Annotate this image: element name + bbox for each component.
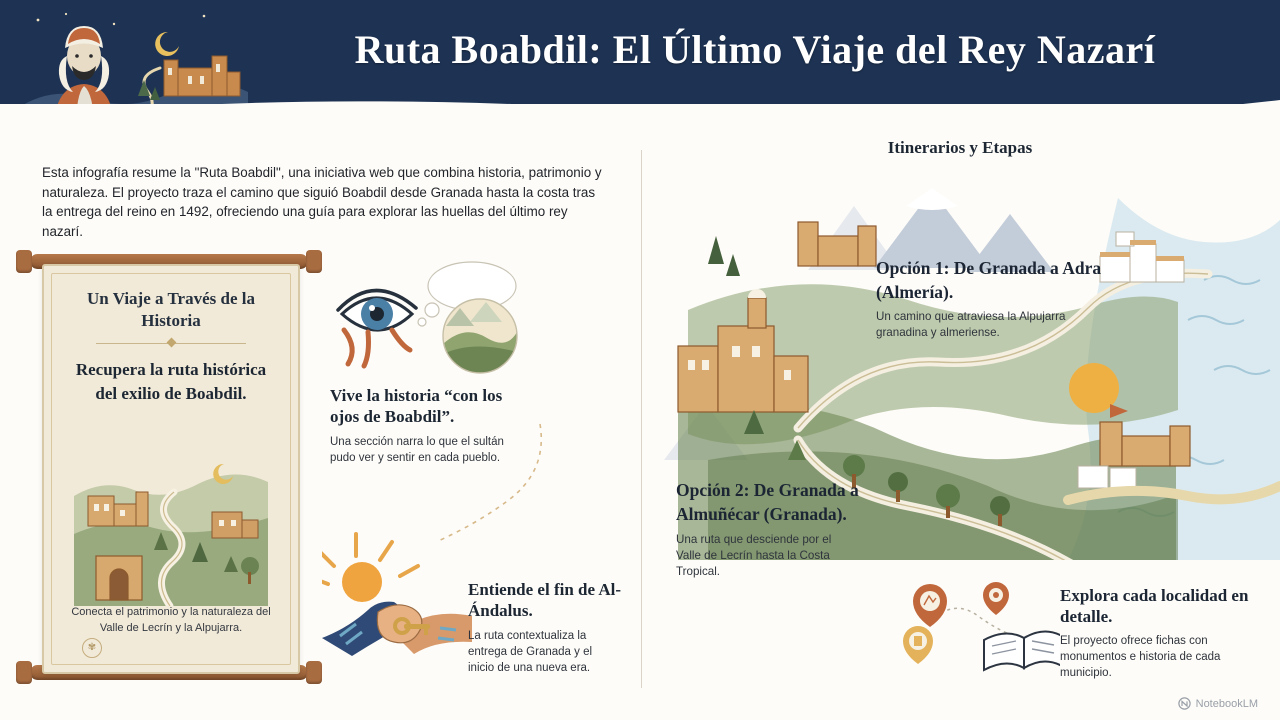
feature-body: La ruta contextualiza la entrega de Granada y el inicio de una nueva era. (468, 630, 593, 674)
scroll-knob-bottom-right (306, 661, 322, 684)
feature-body: Una sección narra lo que el sultán pudo ver y sentir en cada pueblo. (330, 436, 504, 464)
eye-vision-illustration (332, 252, 540, 376)
history-scroll-card (24, 248, 314, 686)
intro-paragraph: Esta infografía resume la "Ruta Boabdil", una iniciativa web que combina historia, patrimonio y naturaleza. El proyecto traza el camino que siguió Boabdil desde Granada hasta la costa tras la entrega del reino en 1492, ofreciendo una guía para explorar las huellas del último rey nazarí. (42, 165, 602, 239)
option-title: Opción 2: De Granada a Almuñécar (Granada). (676, 480, 859, 524)
watermark-label: NotebookLM (1195, 697, 1258, 710)
scroll-heading: Un Viaje a Través de la Historia (87, 289, 255, 330)
map-pins-and-book-illustration (900, 578, 1060, 678)
handshake-keys-illustration (322, 520, 472, 670)
explore-localities-block (1060, 585, 1260, 681)
column-divider (641, 150, 642, 688)
scroll-subheading: Recupera la ruta histórica del exilio de Boabdil. (75, 360, 267, 403)
scroll-knob-top-right (306, 250, 322, 273)
option-title: Opción 1: De Granada a Adra (Almería). (876, 258, 1102, 302)
itineraries-section-title: Itinerarios y Etapas (887, 138, 1033, 157)
explore-title: Explora cada localidad en detalle. (1060, 586, 1249, 626)
scroll-caption: Conecta el patrimonio y la naturaleza del Valle de Lecrín y la Alpujarra. (71, 606, 271, 634)
option-body: Un camino que atraviesa la Alpujarra granadina y almeriense. (876, 310, 1066, 339)
page-title: Ruta Boabdil: El Último Viaje del Rey Nazarí (354, 27, 1156, 72)
scroll-knob-bottom-left (16, 661, 32, 684)
feature-fin-de-al-andalus (468, 579, 623, 676)
watermark (1178, 697, 1258, 710)
scroll-knob-top-left (16, 250, 32, 273)
option-2-granada-almunecar (676, 478, 916, 580)
feature-title: Entiende el fin de Al-Ándalus. (468, 580, 622, 620)
explore-body: El proyecto ofrece fichas con monumentos e historia de cada municipio. (1060, 635, 1221, 679)
scroll-parchment (42, 264, 300, 674)
feature-title: Vive la historia “con los ojos de Boabdil”. (330, 386, 503, 426)
option-body: Una ruta que desciende por el Valle de Lecrín hasta la Costa Tropical. (676, 533, 832, 578)
seal-icon: ✾ (82, 638, 102, 658)
notebooklm-icon (1178, 697, 1191, 710)
alpujarra-village-illustration (74, 438, 268, 606)
diamond-icon (167, 338, 177, 348)
option-1-granada-adra (876, 256, 1126, 341)
